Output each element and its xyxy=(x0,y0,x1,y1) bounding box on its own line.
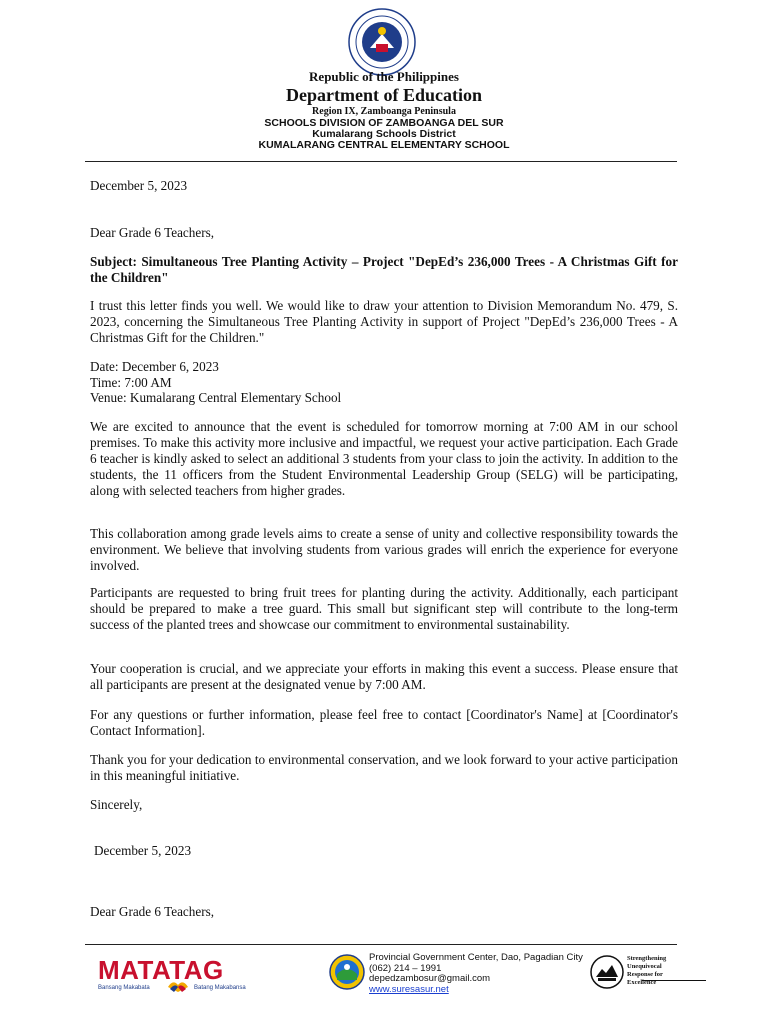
matatag-wordmark: MATATAG xyxy=(98,955,224,985)
sure-underline xyxy=(642,980,706,981)
header-department: Department of Education xyxy=(286,85,482,105)
letter-salutation-repeat: Dear Grade 6 Teachers, xyxy=(90,904,215,919)
letter-paragraph-4: Your cooperation is crucial, and we appreciate your efforts in making this event a success. Please ensure that all participants are present at the designated venue by 7:00 AM. xyxy=(90,661,678,692)
event-date: Date: December 6, 2023 xyxy=(90,359,219,374)
footer-contact xyxy=(369,953,583,995)
header-region: Region IX, Zamboanga Peninsula xyxy=(312,106,456,117)
header-school: KUMALARANG CENTRAL ELEMENTARY SCHOOL xyxy=(258,139,510,151)
footer-divider xyxy=(85,944,677,945)
footer-website-link[interactable]: www.suresasur.net xyxy=(369,983,449,995)
sure-seal-icon xyxy=(590,955,624,989)
sure-line-4: Excellence xyxy=(627,979,657,986)
letter-paragraph-2: This collaboration among grade levels aims to create a sense of unity and collective responsibility towards the environment. We believe that involving students from various grades will enrich the experience for everyone involved. xyxy=(90,526,678,573)
letter-subject: Subject: Simultaneous Tree Planting Activity – Project "DepEd’s 236,000 Trees - A Christmas Gift for the Children" xyxy=(90,254,678,285)
hands-heart-icon xyxy=(166,977,190,993)
footer-address: Provincial Government Center, Dao, Pagadian City xyxy=(369,952,583,963)
header-district: Kumalarang Schools District xyxy=(312,128,456,140)
matatag-tagline-right: Batang Makabansa xyxy=(194,985,246,991)
matatag-logo xyxy=(98,955,246,991)
letter-paragraph-6: Thank you for your dedication to environmental conservation, and we look forward to your active participation in this meaningful initiative. xyxy=(90,752,678,783)
footer-email: depedzambosur@gmail.com xyxy=(369,973,491,984)
footer-phone: (062) 214 – 1991 xyxy=(369,962,442,974)
event-time: Time: 7:00 AM xyxy=(90,375,172,390)
header-divider xyxy=(85,161,677,162)
letter-paragraph-1: We are excited to announce that the event is scheduled for tomorrow morning at 7:00 AM in our school premises. To make this activity more inclusive and impactful, we request your active participation. Each Grade 6 teacher is kindly asked to select an additional 3 students from your class to join the activity. In addition to the students, the 11 officers from the Student Environmental Leadership Group (SELG) will be participating, along with selected teachers from higher grades. xyxy=(90,419,678,498)
sure-line-2: Unequivocal xyxy=(627,963,662,970)
letter-date-repeat: December 5, 2023 xyxy=(94,843,192,858)
event-venue: Venue: Kumalarang Central Elementary School xyxy=(90,390,342,405)
sure-line-1: Strengthening xyxy=(627,955,667,962)
header-division: SCHOOLS DIVISION OF ZAMBOANGA DEL SUR xyxy=(264,117,504,129)
letter-intro: I trust this letter finds you well. We would like to draw your attention to Division Memorandum No. 479, S. 2023, concerning the Simultaneous Tree Planting Activity in support of Project "DepEd’s 236,000 Trees - A Christmas Gift for the Children." xyxy=(90,298,678,345)
sure-text xyxy=(627,955,666,987)
matatag-tagline-left: Bansang Makabata xyxy=(98,985,150,991)
header-republic: Republic of the Philippines xyxy=(309,69,459,84)
letter-paragraph-3: Participants are requested to bring fruit trees for planting during the activity. Additionally, each participant should be prepared to make a tree guard. This small but significant step will contribute to the long-term success of the planted trees and showcase our commitment to environmental sustainability. xyxy=(90,585,678,632)
deped-seal-icon xyxy=(348,8,416,76)
letter-date: December 5, 2023 xyxy=(90,178,188,193)
division-seal-icon xyxy=(329,954,365,990)
letter-salutation: Dear Grade 6 Teachers, xyxy=(90,225,215,240)
letter-paragraph-5: For any questions or further information, please feel free to contact [Coordinator's Name] at [Coordinator's Contact Information]. xyxy=(90,707,678,738)
sure-line-3: Response for xyxy=(627,971,663,978)
letter-closing: Sincerely, xyxy=(90,797,143,812)
